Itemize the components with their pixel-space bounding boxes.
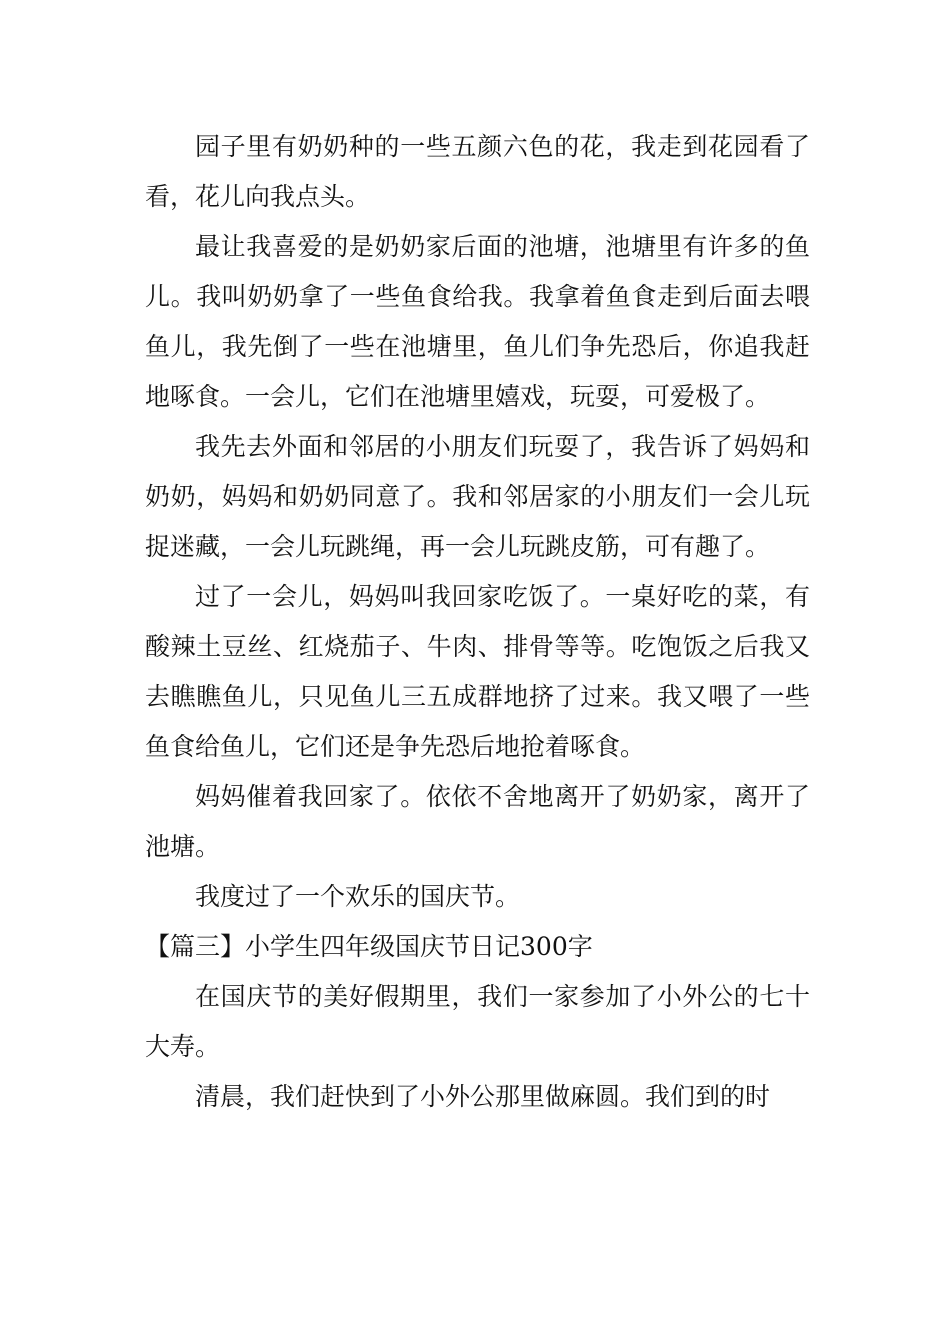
paragraph-flower-garden: 园子里有奶奶种的一些五颜六色的花，我走到花园看了看，花儿向我点头。: [145, 132, 810, 211]
paragraph-playing-with-friends: 我先去外面和邻居的小朋友们玩耍了，我告诉了妈妈和奶奶，妈妈和奶奶同意了。我和邻居家的小朋友们一会儿玩捉迷藏，一会儿玩跳绳，再一会儿玩跳皮筋，可有趣了。: [145, 432, 810, 561]
paragraph-dinner: 过了一会儿，妈妈叫我回家吃饭了。一桌好吃的菜，有酸辣土豆丝、红烧茄子、牛肉、排骨等等。吃饱饭之后我又去瞧瞧鱼儿，只见鱼儿三五成群地挤了过来。我又喂了一些鱼食给鱼儿，它们还是争先恐后地抢着啄食。: [145, 582, 810, 761]
document-body: [145, 122, 810, 1122]
section-heading: 【篇三】小学生四年级国庆节日记300字: [145, 932, 593, 961]
paragraph-morning: 清晨，我们赶快到了小外公那里做麻圆。我们到的时: [195, 1082, 771, 1111]
paragraph-going-home: 妈妈催着我回家了。依依不舍地离开了奶奶家，离开了池塘。: [145, 782, 810, 861]
paragraph-birthday-intro: 在国庆节的美好假期里，我们一家参加了小外公的七十大寿。: [145, 982, 810, 1061]
paragraph-conclusion: 我度过了一个欢乐的国庆节。: [195, 882, 521, 911]
paragraph-fish-pond: 最让我喜爱的是奶奶家后面的池塘，池塘里有许多的鱼儿。我叫奶奶拿了一些鱼食给我。我拿着鱼食走到后面去喂鱼儿，我先倒了一些在池塘里，鱼儿们争先恐后，你追我赶地啄食。一会儿，它们在池塘里嬉戏，玩耍，可爱极了。: [145, 232, 810, 411]
